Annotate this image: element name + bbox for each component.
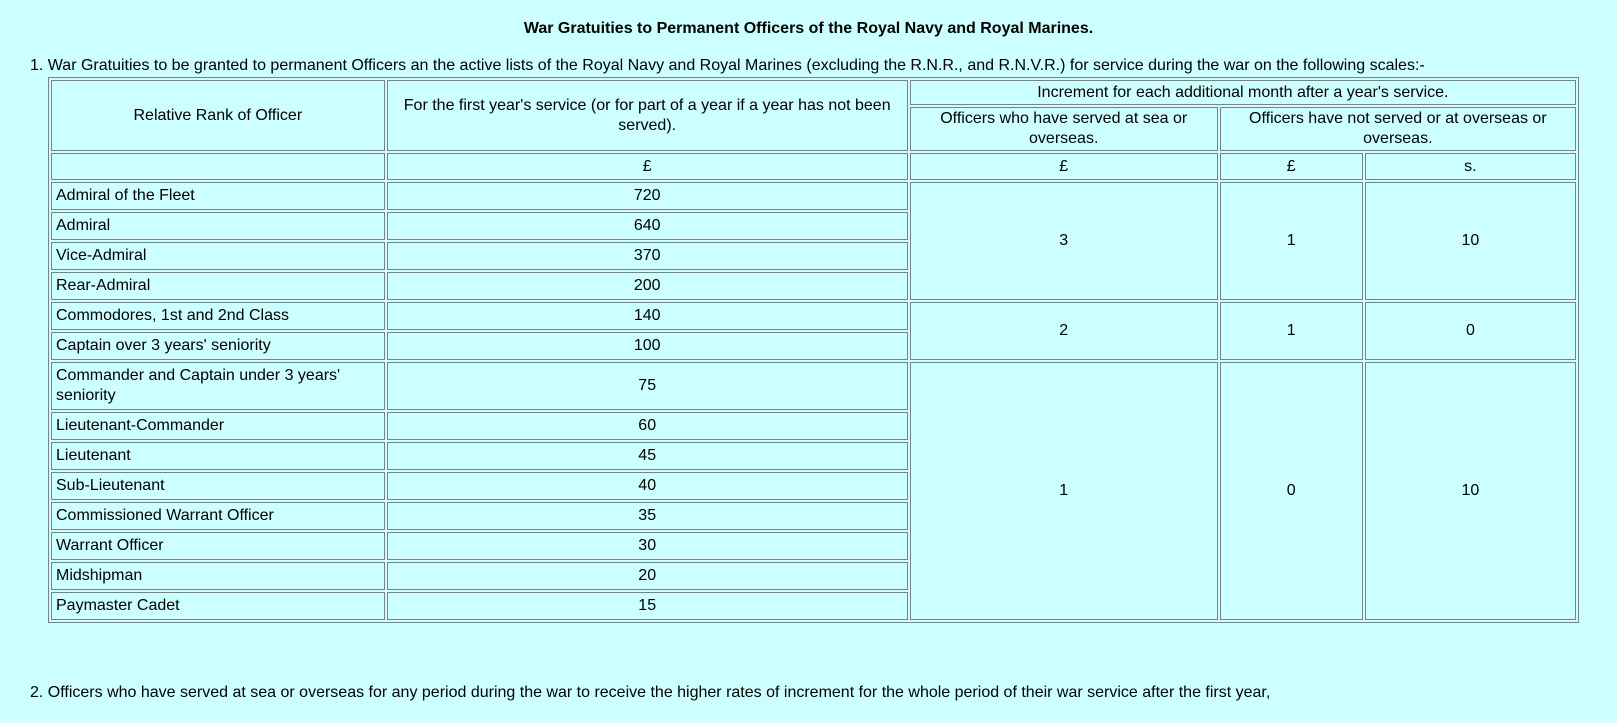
amount-cell: 370 (387, 242, 908, 270)
amount-cell: 60 (387, 412, 908, 440)
rank-cell: Commissioned Warrant Officer (51, 502, 385, 530)
amount-cell: 140 (387, 302, 908, 330)
table-header-row (51, 80, 1576, 105)
table-row (51, 182, 1576, 210)
amount-cell: 200 (387, 272, 908, 300)
rank-cell: Captain over 3 years' seniority (51, 332, 385, 360)
header-rank: Relative Rank of Officer (51, 80, 385, 151)
rank-cell: Commander and Captain under 3 years' seniority (51, 362, 385, 410)
table-row (51, 362, 1576, 410)
rank-cell: Sub-Lieutenant (51, 472, 385, 500)
unit-sea: £ (910, 153, 1218, 180)
header-not-served-at-sea: Officers have not served or at overseas or overseas. (1220, 107, 1576, 151)
rank-cell: Rear-Admiral (51, 272, 385, 300)
increment-not-sea-pounds-cell: 1 (1220, 302, 1363, 360)
increment-not-sea-pounds-cell: 1 (1220, 182, 1363, 300)
gratuity-table (48, 77, 1579, 623)
table-row (51, 302, 1576, 330)
increment-sea-cell: 1 (910, 362, 1218, 620)
amount-cell: 75 (387, 362, 908, 410)
increment-not-sea-shillings-cell: 10 (1365, 362, 1576, 620)
rank-cell: Admiral of the Fleet (51, 182, 385, 210)
increment-sea-cell: 2 (910, 302, 1218, 360)
page-title: War Gratuities to Permanent Officers of the Royal Navy and Royal Marines. (523, 20, 1094, 37)
rank-cell: Vice-Admiral (51, 242, 385, 270)
amount-cell: 30 (387, 532, 908, 560)
amount-cell: 40 (387, 472, 908, 500)
rank-cell: Admiral (51, 212, 385, 240)
amount-cell: 15 (387, 592, 908, 620)
header-increment: Increment for each additional month after a year's service. (910, 80, 1576, 105)
unit-not-sea-pounds: £ (1220, 153, 1363, 180)
header-served-at-sea: Officers who have served at sea or overseas. (910, 107, 1218, 151)
amount-cell: 45 (387, 442, 908, 470)
amount-cell: 100 (387, 332, 908, 360)
amount-cell: 640 (387, 212, 908, 240)
rank-cell: Midshipman (51, 562, 385, 590)
rank-cell: Lieutenant-Commander (51, 412, 385, 440)
unit-not-sea-shillings: s. (1365, 153, 1576, 180)
units-row (51, 153, 1576, 180)
header-first-year: For the first year's service (or for part of a year if a year has not been served). (387, 80, 908, 151)
amount-cell: 35 (387, 502, 908, 530)
increment-not-sea-shillings-cell: 0 (1365, 302, 1576, 360)
paragraph-2: 2. Officers who have served at sea or overseas for any period during the war to receive the higher rates of increment for the whole period of their war service after the first year, (30, 684, 1271, 701)
increment-not-sea-shillings-cell: 10 (1365, 182, 1576, 300)
rank-cell: Warrant Officer (51, 532, 385, 560)
rank-cell: Lieutenant (51, 442, 385, 470)
unit-first-year: £ (387, 153, 908, 180)
rank-cell: Paymaster Cadet (51, 592, 385, 620)
amount-cell: 720 (387, 182, 908, 210)
amount-cell: 20 (387, 562, 908, 590)
unit-rank (51, 153, 385, 180)
rank-cell: Commodores, 1st and 2nd Class (51, 302, 385, 330)
increment-sea-cell: 3 (910, 182, 1218, 300)
increment-not-sea-pounds-cell: 0 (1220, 362, 1363, 620)
paragraph-1: 1. War Gratuities to be granted to permanent Officers an the active lists of the Royal Navy and Royal Marines (excluding the R.N.R., and R.N.V.R.) for service during the war on the following scales:- (30, 57, 1425, 74)
